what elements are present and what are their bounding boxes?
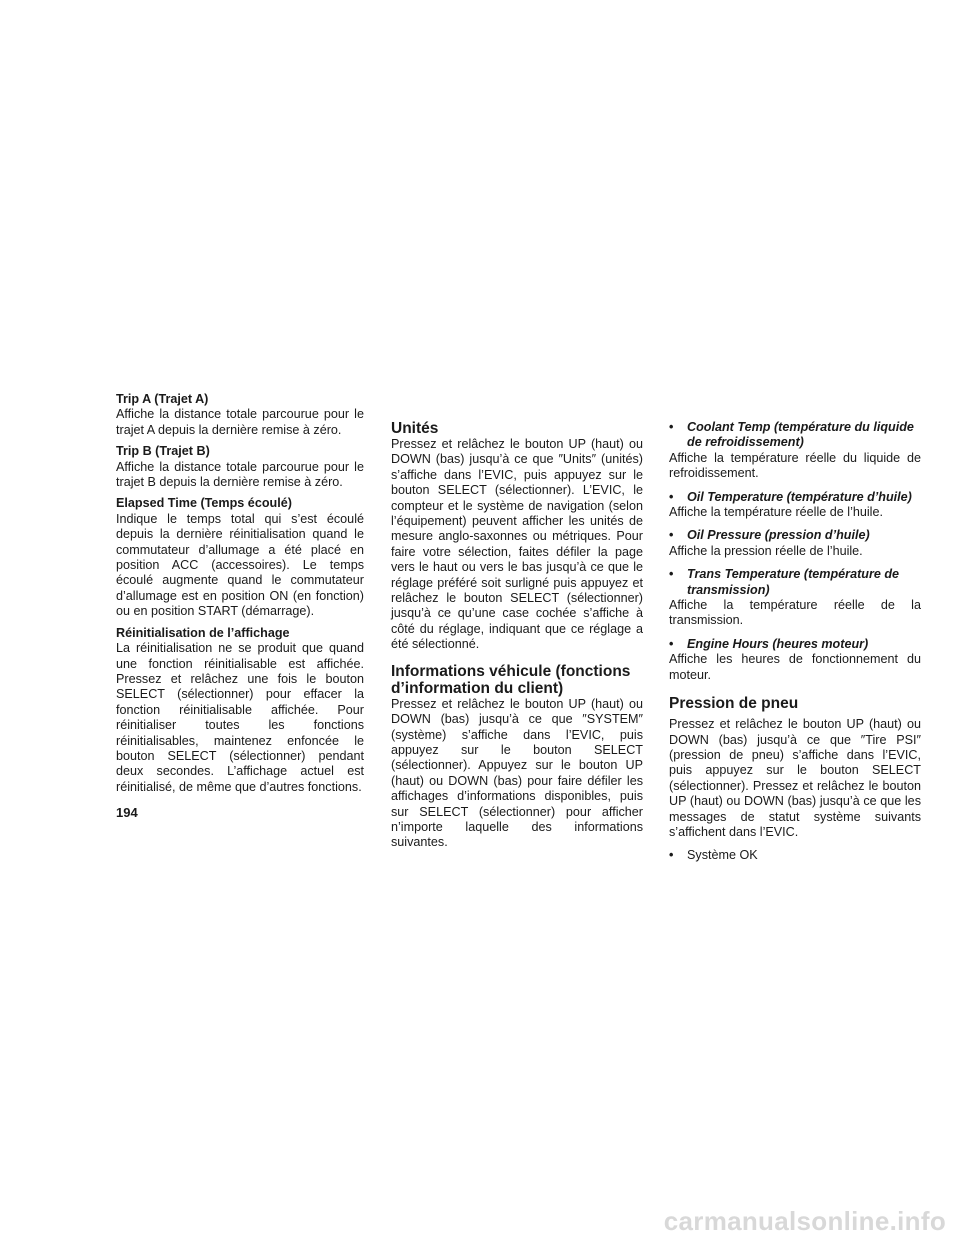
- section-title: Trip B (Trajet B): [116, 444, 210, 459]
- bullet-dot-icon: •: [669, 848, 674, 863]
- watermark: carmanualsonline.info: [663, 1206, 946, 1236]
- section-title: Réinitialisation de l’affichage: [116, 625, 290, 640]
- column-right: [669, 420, 921, 864]
- bullet-dot-icon: •: [669, 567, 674, 582]
- heading-units: Unités: [391, 420, 439, 437]
- list-item: [669, 848, 921, 863]
- section-text: Indique le temps total qui s’est écoulé depuis la dernière réinitialisation quand le commutateur d’allumage a été placé en position ACC (accessoires). Le temps écoulé augmente quand le commutateur d’allumage est en position ON (en fonction) ou en position START (démarrage).: [116, 511, 364, 619]
- vehicle-info-text: Pressez et relâchez le bouton UP (haut) ou DOWN (bas) jusqu’à ce que ″SYSTEM″ (système) s’affiche dans l’EVIC, puis appuyez sur le bouton SELECT (sélectionner). Appuyez sur le bouton UP (haut) ou DOWN (bas) pour faire défiler les affichages d’informations disponibles, puis sur SELECT (sélectionner) pour afficher n’importe laquelle des informations suivantes.: [391, 696, 643, 850]
- bullet-description: Affiche la température réelle de la transmission.: [669, 598, 921, 628]
- heading-tire-pressure: Pression de pneu: [669, 695, 799, 713]
- heading-vehicle-info: Informations véhicule (fonctions d’information du client): [391, 662, 631, 697]
- bullet-description: Affiche la pression réelle de l’huile.: [669, 543, 863, 558]
- section-display-reset: [116, 626, 364, 795]
- bullet-label: Oil Temperature (température d’huile): [687, 489, 912, 504]
- bullet-description: Affiche la température réelle de l’huile.: [669, 505, 883, 520]
- section-text: La réinitialisation ne se produit que quand une fonction réinitialisable est affichée. Pressez et relâchez une fois le bouton SELECT (sélectionner) pour effacer la fonction réinitialisable affichée. Pour réinitialiser toutes les fonctions réinitialisables, maintenez enfoncée le bouton SELECT (sélectionner) pendant deux secondes. L’affichage actuel est réinitialisé, de même que d’autres fonctions.: [116, 641, 364, 794]
- section-elapsed-time: [116, 496, 364, 619]
- bullet-label: Coolant Temp (température du liquide de refroidissement): [687, 420, 914, 450]
- bullet-dot-icon: •: [669, 528, 674, 543]
- page-number: 194: [116, 805, 138, 820]
- list-item: [669, 490, 921, 505]
- bullet-label: Système OK: [687, 848, 758, 863]
- column-middle: [391, 420, 643, 851]
- bullet-label: Trans Temperature (température de transmission): [687, 567, 900, 597]
- bullet-dot-icon: •: [669, 420, 674, 434]
- list-item: [669, 420, 921, 451]
- bullet-description: Affiche la température réelle du liquide de refroidissement.: [669, 450, 921, 481]
- section-title: Trip A (Trajet A): [116, 392, 209, 406]
- bullet-label: Engine Hours (heures moteur): [687, 636, 869, 651]
- section-text: Affiche la distance totale parcourue pour le trajet B depuis la dernière remise à zéro.: [116, 459, 364, 490]
- bullet-dot-icon: •: [669, 636, 674, 651]
- section-trip-b: [116, 444, 364, 490]
- section-trip-a: [116, 392, 364, 438]
- units-text: Pressez et relâchez le bouton UP (haut) ou DOWN (bas) jusqu’à ce que ″Units″ (unités) s’affiche dans l’EVIC, puis appuyez sur le bouton SELECT (sélectionner). L’EVIC, le compteur et le système de navigation (selon l’équipement) peuvent afficher les unités de mesure anglo-saxonnes ou métriques. Pour faire votre sélection, faites défiler la page vers le haut ou vers le bas jusqu’à ce que le réglage préféré soit surligné puis appuyez et relâchez le bouton SELECT (sélectionner) jusqu’à ce qu’une case cochée s’affiche à côté du réglage, indiquant que ce réglage a été sélectionné.: [391, 437, 643, 652]
- list-item: [669, 567, 921, 598]
- bullet-label: Oil Pressure (pression d’huile): [687, 528, 870, 543]
- section-text: Affiche la distance totale parcourue pour le trajet A depuis la dernière remise à zéro.: [116, 407, 364, 437]
- bullet-list: [669, 420, 921, 683]
- section-title: Elapsed Time (Temps écoulé): [116, 496, 292, 511]
- list-item: [669, 637, 921, 652]
- bullet-description: Affiche les heures de fonctionnement du moteur.: [669, 652, 921, 682]
- bullet-dot-icon: •: [669, 489, 674, 504]
- list-item: [669, 528, 921, 543]
- tire-pressure-text: Pressez et relâchez le bouton UP (haut) ou DOWN (bas) jusqu’à ce que ″Tire PSI″ (pression de pneu) s’affiche dans l’EVIC, puis appuyez sur le bouton SELECT (sélectionner). Pressez et relâchez le bouton UP (haut) ou DOWN (bas) jusqu’à ce que les messages de statut système suivants s’affichent dans l’EVIC.: [669, 717, 921, 839]
- column-left: [116, 392, 364, 801]
